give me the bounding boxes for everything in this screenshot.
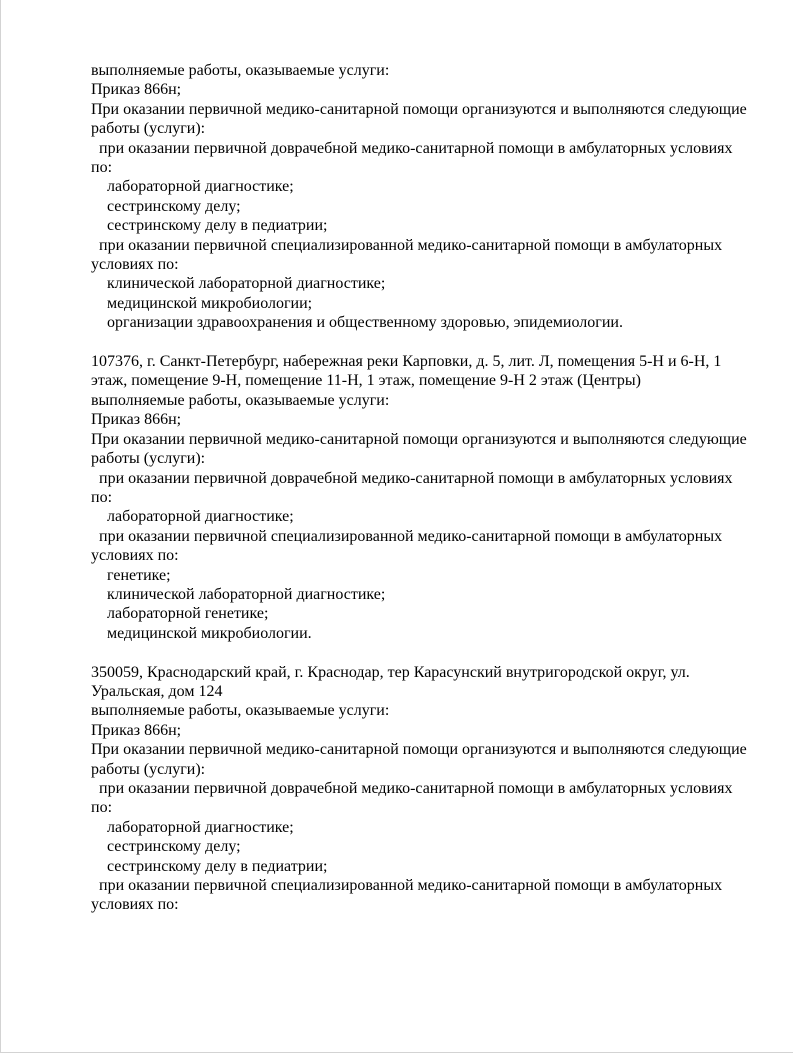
text-line: при оказании первичной специализированной медико-санитарной помощи в амбулаторных bbox=[91, 236, 723, 254]
text-line: работы (услуги): bbox=[91, 120, 206, 138]
text-line: условиях по: bbox=[91, 547, 179, 565]
license-works-section-1 bbox=[91, 61, 753, 333]
text-line: Приказ 866н; bbox=[91, 81, 182, 99]
text-line: при оказании первичной доврачебной медико-санитарной помощи в амбулаторных условиях bbox=[91, 139, 733, 157]
text-line: организации здравоохранения и общественному здоровью, эпидемиологии. bbox=[91, 314, 623, 332]
text-line: при оказании первичной специализированной медико-санитарной помощи в амбулаторных bbox=[91, 527, 723, 545]
license-works-section-2 bbox=[91, 352, 753, 643]
text-line: 350059, Краснодарский край, г. Краснодар, тер Карасунский внутригородской округ, ул. bbox=[91, 663, 690, 681]
text-line: 107376, г. Санкт-Петербург, набережная реки Карповки, д. 5, лит. Л, помещения 5-Н и 6-Н, 1 bbox=[91, 353, 722, 371]
text-line: лабораторной диагностике; bbox=[91, 818, 294, 836]
text-line: клинической лабораторной диагностике; bbox=[91, 275, 386, 293]
text-line: Уральская, дом 124 bbox=[91, 682, 223, 700]
text-line: при оказании первичной доврачебной медико-санитарной помощи в амбулаторных условиях bbox=[91, 469, 733, 487]
text-line: лабораторной генетике; bbox=[91, 605, 269, 623]
text-line: этаж, помещение 9-Н, помещение 11-Н, 1 этаж, помещение 9-Н 2 этаж (Центры) bbox=[91, 372, 641, 390]
text-line: по: bbox=[91, 799, 113, 817]
text-line: работы (услуги): bbox=[91, 760, 206, 778]
license-works-section-3 bbox=[91, 663, 753, 915]
text-line: генетике; bbox=[91, 566, 171, 584]
text-line: выполняемые работы, оказываемые услуги: bbox=[91, 62, 390, 79]
text-line: при оказании первичной специализированной медико-санитарной помощи в амбулаторных bbox=[91, 877, 723, 895]
text-line: сестринскому делу в педиатрии; bbox=[91, 857, 328, 875]
text-line: сестринскому делу; bbox=[91, 197, 241, 215]
text-line: При оказании первичной медико-санитарной помощи организуются и выполняются следующие bbox=[91, 430, 747, 448]
text-line: лабораторной диагностике; bbox=[91, 178, 294, 196]
text-line: лабораторной диагностике; bbox=[91, 508, 294, 526]
text-line: условиях по: bbox=[91, 896, 179, 914]
text-line: медицинской микробиологии. bbox=[91, 624, 312, 642]
text-line: сестринскому делу; bbox=[91, 838, 241, 856]
text-line: работы (услуги): bbox=[91, 450, 206, 468]
text-line: условиях по: bbox=[91, 256, 179, 274]
text-line: по: bbox=[91, 488, 113, 506]
section-gap bbox=[91, 643, 753, 662]
text-line: сестринскому делу в педиатрии; bbox=[91, 217, 328, 235]
license-text-block bbox=[1, 0, 793, 915]
text-line: Приказ 866н; bbox=[91, 411, 182, 429]
text-line: При оказании первичной медико-санитарной помощи организуются и выполняются следующие bbox=[91, 741, 747, 759]
text-line: медицинской микробиологии; bbox=[91, 294, 313, 312]
text-line: по: bbox=[91, 159, 113, 177]
text-line: выполняемые работы, оказываемые услуги: bbox=[91, 391, 390, 409]
text-line: при оказании первичной доврачебной медико-санитарной помощи в амбулаторных условиях bbox=[91, 780, 733, 797]
text-line: При оказании первичной медико-санитарной помощи организуются и выполняются следующие bbox=[91, 100, 747, 118]
section-gap bbox=[91, 333, 753, 352]
text-line: выполняемые работы, оказываемые услуги: bbox=[91, 702, 390, 720]
text-line: клинической лабораторной диагностике; bbox=[91, 585, 386, 603]
text-line: Приказ 866н; bbox=[91, 721, 182, 739]
